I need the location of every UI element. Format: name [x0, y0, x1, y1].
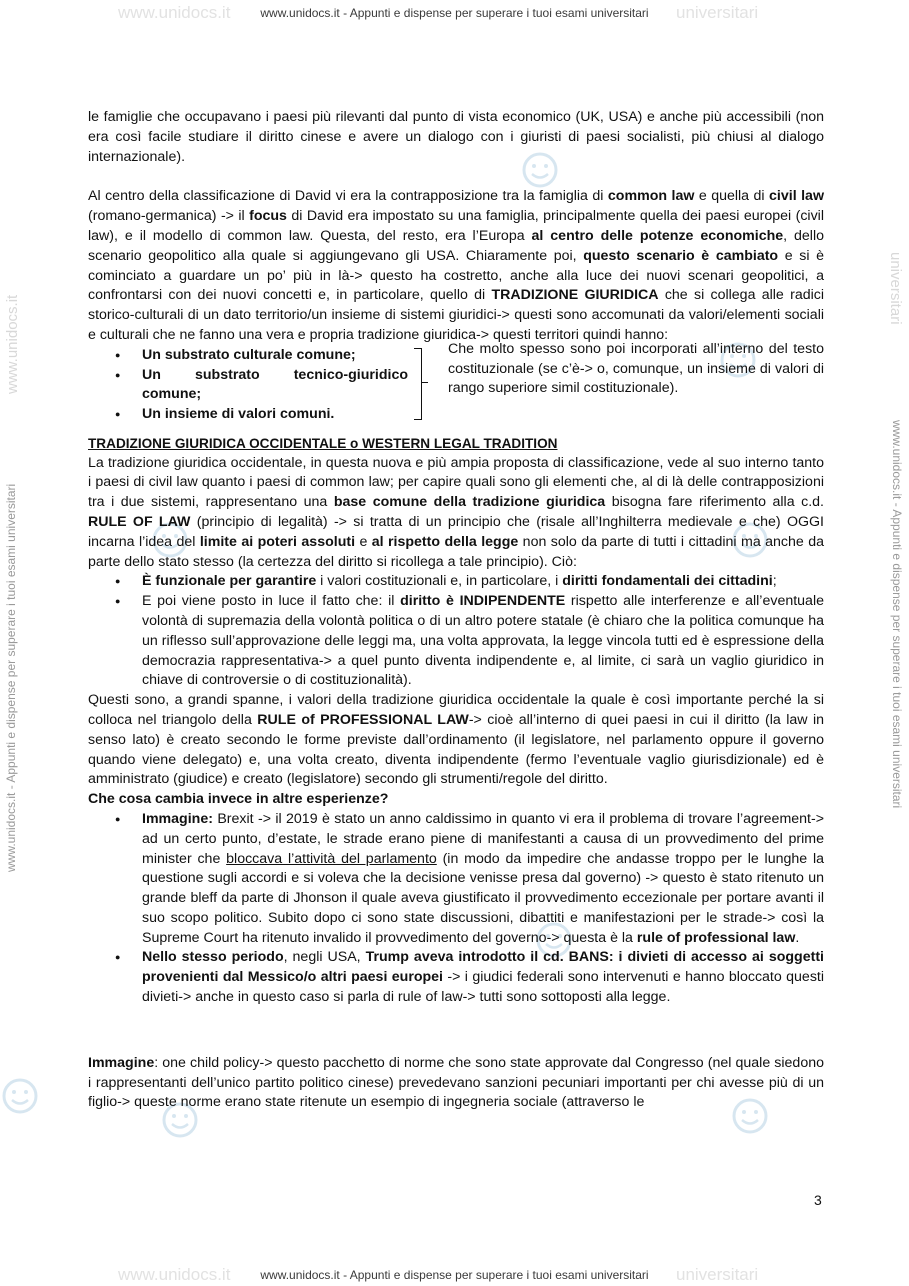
bold-span: È funzionale per garantire	[142, 573, 317, 590]
intro-paragraph-1: le famiglie che occupavano i paesi più rilevanti dal punto di vista economico (UK, USA) e anche più accessibili (non era così facile studiare il diritto cinese e avere un dialogo con i giuristi di paesi socialisti, più chiusi al dialogo internazionale).	[88, 109, 824, 165]
bold-span: Nello stesso periodo	[142, 949, 284, 966]
bold-span: TRADIZIONE GIURIDICA	[491, 287, 659, 304]
list-item: ● Un substrato culturale comune;	[88, 346, 408, 366]
text-span: e	[355, 533, 372, 550]
text-span: che si collega alle radici storico-culturali di un dato territorio/un insieme di sistemi giuridici-> questi sono accomunati da valori/elementi sociali e culturali che ne fanno una vera e propria tradizione giuridica-> questi territori quindi hanno:	[88, 287, 824, 343]
page-body	[88, 108, 824, 1113]
bold-span: common law	[607, 188, 695, 205]
bold-span: RULE OF LAW	[88, 513, 191, 530]
text-span: E poi viene posto in luce il fatto che: il	[142, 593, 401, 610]
text-span: -> i giudici federali sono intervenuti e hanno bloccato questi divieti-> anche in questo caso si parla di rule of law-> tutti sono sottoposti alla legge.	[142, 969, 825, 1006]
watermark-side-right-top: universitari	[887, 252, 904, 325]
text-span: -> cioè all’interno di quei paesi in cui il diritto (la law in senso lato) è creato secondo le forme previste dall’ordinamento (il legislatore, nel parlamento oppure il governo quando viene delegato) e, una volta creato, diventa indipendente (fermo l’eventuale vaglio giurisdizionale) ed è amministrato (giudice) e creato (legislatore) secondo gli strumenti/regole del diritto.	[88, 711, 824, 788]
watermark-ghost-right: universitari	[676, 3, 759, 22]
page-number: 3	[814, 1192, 822, 1208]
bold-span: rule of professional law	[636, 929, 796, 946]
text-span: , negli USA,	[283, 949, 366, 966]
bold-span: RULE of PROFESSIONAL LAW	[257, 711, 469, 728]
bold-span: civil law	[769, 188, 824, 205]
section-paragraph-3	[88, 1054, 824, 1113]
list-item	[88, 572, 824, 592]
text-span: , dello scenario geopolitico alla quale si aggiungevano gli USA. Chiaramente poi,	[88, 227, 825, 264]
list-item: ● Un substrato tecnico-giuridico comune;	[88, 366, 408, 406]
text-span: di David era impostato su una famiglia, principalmente quella dei paesi europei (civil law), e il modello di common law. Questa, del resto, era l’Europa	[88, 208, 824, 244]
watermark-side-left-top: www.unidocs.it	[4, 294, 21, 394]
examples-list	[88, 810, 824, 1008]
bracket-block	[88, 340, 824, 423]
bold-span: questo scenario è cambiato	[583, 247, 779, 264]
bold-span: al centro delle potenze economiche	[531, 227, 784, 244]
bold-span: limite ai poteri assoluti	[199, 533, 356, 550]
list-item	[88, 948, 824, 1007]
section-heading: TRADIZIONE GIURIDICA OCCIDENTALE o WESTERN LEGAL TRADITION	[88, 435, 558, 451]
section-question: Che cosa cambia invece in altre esperienze?	[88, 791, 389, 808]
text-span: (principio di legalità) -> si tratta di un principio che (risale all’Inghilterra medievale e che) OGGI incarna l’idea del	[88, 513, 824, 550]
text-span: e si è cominciato a guardare un po’ più in là-> questo ha costretto, anche alla luce dei nuovi scenari geopolitici, a confrontarsi con dei nuovi concetti e, in particolare, quello di	[88, 247, 824, 304]
watermark-side-left: www.unidocs.it - Appunti e dispense per superare i tuoi esami universitari	[4, 483, 18, 872]
rule-of-law-list	[88, 572, 824, 691]
bracket-note: Che molto spesso sono poi incorporati all’interno del testo costituzionale (se c’è-> o, comunque, un insieme di valori di rango superiore simil costituzionale).	[448, 340, 824, 397]
bold-span: diritti fondamentali dei cittadini	[562, 573, 773, 590]
text-span: (in modo da impedire che andasse troppo per le lunghe la questione sugli accordi e si voleva che la decisione venisse presa dal governo) -> questo è stato ritenuto un grande bleff da parte di Jhonson il quale aveva giustificato il provvedimento eccezionale per portare avanti il suo scopo politico. Subito dopo ci sono state discussioni, dibattiti e manifestazioni per le strade-> così la Supreme Court ha ritenuto invalido il provvedimento del governo-> questa è la	[142, 850, 824, 946]
text-span: Questi sono, a grandi spanne, i valori della tradizione giuridica occidentale la quale è così importante perché la si colloca nel triangolo della	[88, 692, 824, 728]
text-span: Brexit -> il 2019 è stato un anno caldissimo in quanto vi era il problema di trovare l’agreement-> ad un certo punto, d’estate, le strade erano piene di manifestanti a causa di un provvedimento del prime minister che	[142, 810, 824, 867]
bold-span: Immagine	[88, 1054, 155, 1071]
watermark-footer: www.unidocs.it - Appunti e dispense per superare i tuoi esami universitari	[260, 1268, 649, 1282]
text-span: non solo da parte di tutti i cittadini ma anche da parte dello stato stesso (la certezza del diritto si ricollega a tale principio). Ciò:	[88, 533, 824, 570]
text-span: .	[795, 929, 800, 946]
bold-span: Trump aveva introdotto il cd. BANS: i divieti di accesso ai soggetti provenienti dal Messico/o altri paesi europei	[142, 949, 824, 986]
brace-tick	[421, 382, 428, 383]
underlined-span: bloccava l’attività del parlamento	[226, 850, 437, 867]
section-paragraph-1	[88, 454, 824, 573]
text-span: i valori costituzionali e, in particolare, i	[316, 573, 563, 590]
characteristics-list	[88, 346, 408, 425]
bold-span: base comune della tradizione giuridica	[333, 494, 606, 511]
watermark-ghost-left: www.unidocs.it	[118, 3, 231, 22]
section-paragraph-2	[88, 691, 824, 790]
bold-span: Immagine:	[142, 810, 213, 827]
unidocs-logo-icon	[0, 1076, 40, 1116]
text-span: Al centro della classificazione di David vi era la contrapposizione tra la famiglia di	[88, 188, 608, 205]
list-item: ● Un insieme di valori comuni.	[88, 405, 408, 425]
list-item	[88, 810, 824, 949]
bold-span: al rispetto della legge	[371, 533, 519, 550]
intro-paragraph-2	[88, 187, 824, 345]
bold-span: diritto è INDIPENDENTE	[400, 593, 566, 610]
bold-span: focus	[249, 208, 287, 225]
text-span: e quella di	[694, 188, 770, 205]
text-span: ;	[772, 573, 777, 590]
brace-bracket	[414, 348, 422, 420]
text-span: rispetto alle interferenze e all’eventuale volontà di supremazia della volontà politica o di un altro potere statale (è chiaro che la politica comunque ha un riflesso sull’approvazione delle leggi ma, una volta approvata, la legge vincola tutti ed è espressione della democrazia rappresentativa-> a quel punto diventa indipendente e, al limite, ci sarà un vaglio giuridico in chiave di controversie o di costituzionalità).	[142, 593, 824, 689]
text-span: La tradizione giuridica occidentale, in questa nuova e più ampia proposta di classificazione, vede al suo interno tanto i paesi di civil law quanto i paesi di common law; per capire quali sono gli elementi che, al di là delle contrapposizioni tra i due sistemi, rappresentano una	[88, 454, 824, 511]
text-span: bisogna fare riferimento alla c.d.	[605, 494, 824, 511]
text-span: : one child policy-> questo pacchetto di norme che sono state approvate dal Congresso (nel quale siedono i rappresentanti dell’unico partito politico cinese) prevedevano sanzioni pecuniari importanti per chi avesse più di un figlio-> queste norme erano state ritenute un esempio di ingegneria sociale (attraverso le	[88, 1054, 824, 1111]
watermark-ghost-right-bottom: universitari	[676, 1265, 759, 1284]
text-span: (romano-germanica) -> il	[88, 208, 250, 225]
watermark-side-right: www.unidocs.it - Appunti e dispense per superare i tuoi esami universitari	[890, 420, 904, 809]
watermark-header: www.unidocs.it - Appunti e dispense per superare i tuoi esami universitari	[260, 6, 649, 20]
list-item	[88, 592, 824, 691]
watermark-ghost-left-bottom: www.unidocs.it	[118, 1265, 231, 1284]
